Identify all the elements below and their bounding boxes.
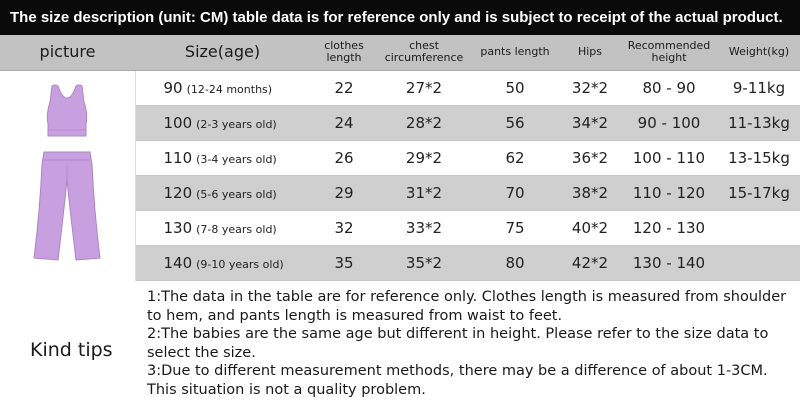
age-range: (5-6 years old) <box>196 187 277 201</box>
clothes-length-cell: 29 <box>310 175 378 210</box>
size-value: 120 <box>163 183 193 202</box>
lavender-outfit-icon <box>28 80 106 270</box>
weight-cell: 9-11kg <box>718 70 800 105</box>
weight-cell <box>718 245 800 280</box>
pants-length-cell: 50 <box>470 70 560 105</box>
clothes-length-cell: 24 <box>310 105 378 140</box>
size-cell <box>135 210 310 245</box>
clothes-length-cell: 32 <box>310 210 378 245</box>
clothes-length-cell: 22 <box>310 70 378 105</box>
header-hips: Hips <box>560 35 620 70</box>
pants-length-cell: 56 <box>470 105 560 140</box>
hips-cell: 34*2 <box>560 105 620 140</box>
size-cell <box>135 175 310 210</box>
header-clothes-length: clothes length <box>310 35 378 70</box>
size-value: 130 <box>163 218 193 237</box>
age-range: (2-3 years old) <box>196 117 277 131</box>
tip-line: 2:The babies are the same age but different in height. Please refer to the size data to select the size. <box>147 326 769 361</box>
header-recommended-height: Recommended height <box>620 35 718 70</box>
hips-cell: 36*2 <box>560 140 620 175</box>
age-range: (12-24 months) <box>186 82 273 96</box>
chest-cell: 29*2 <box>378 140 470 175</box>
age-range: (3-4 years old) <box>196 152 277 166</box>
header-weight: Weight(kg) <box>718 35 800 70</box>
size-value: 140 <box>163 253 193 272</box>
recommended-height-cell: 80 - 90 <box>620 70 718 105</box>
kind-tips-text <box>147 288 797 399</box>
chest-cell: 33*2 <box>378 210 470 245</box>
chest-cell: 31*2 <box>378 175 470 210</box>
recommended-height-cell: 100 - 110 <box>620 140 718 175</box>
clothes-length-cell: 35 <box>310 245 378 280</box>
size-value: 100 <box>163 113 193 132</box>
clothes-length-cell: 26 <box>310 140 378 175</box>
table-header-row <box>0 35 800 70</box>
weight-cell: 15-17kg <box>718 175 800 210</box>
header-pants-length: pants length <box>470 35 560 70</box>
recommended-height-cell: 90 - 100 <box>620 105 718 140</box>
recommended-height-cell: 110 - 120 <box>620 175 718 210</box>
tip-line: 3:Due to different measurement methods, there may be a difference of about 1-3CM. This situation is not a quality problem. <box>147 363 768 398</box>
header-chest: chest circumference <box>378 35 470 70</box>
chest-cell: 35*2 <box>378 245 470 280</box>
weight-cell: 13-15kg <box>718 140 800 175</box>
size-chart-table <box>0 35 800 281</box>
recommended-height-cell: 120 - 130 <box>620 210 718 245</box>
hips-cell: 38*2 <box>560 175 620 210</box>
weight-cell <box>718 210 800 245</box>
size-value: 110 <box>163 148 193 167</box>
age-range: (9-10 years old) <box>196 257 284 271</box>
table-row <box>0 70 800 105</box>
size-cell <box>135 140 310 175</box>
kind-tips-section <box>0 283 800 417</box>
chest-cell: 27*2 <box>378 70 470 105</box>
size-cell <box>135 245 310 280</box>
product-picture-cell <box>0 70 135 280</box>
size-description-banner: The size description (unit: CM) table data is for reference only and is subject to receipt of the actual product. <box>0 0 800 35</box>
pants-length-cell: 62 <box>470 140 560 175</box>
header-size: Size(age) <box>135 35 310 70</box>
pants-length-cell: 75 <box>470 210 560 245</box>
size-cell <box>135 70 310 105</box>
weight-cell: 11-13kg <box>718 105 800 140</box>
size-cell <box>135 105 310 140</box>
size-value: 90 <box>163 78 183 97</box>
hips-cell: 32*2 <box>560 70 620 105</box>
age-range: (7-8 years old) <box>196 222 277 236</box>
tip-line: 1:The data in the table are for reference only. Clothes length is measured from shoulder to hem, and pants length is measured from waist to feet. <box>147 289 787 324</box>
hips-cell: 40*2 <box>560 210 620 245</box>
header-picture: picture <box>0 35 135 70</box>
pants-length-cell: 70 <box>470 175 560 210</box>
kind-tips-label: Kind tips <box>30 339 113 361</box>
chest-cell: 28*2 <box>378 105 470 140</box>
pants-length-cell: 80 <box>470 245 560 280</box>
hips-cell: 42*2 <box>560 245 620 280</box>
recommended-height-cell: 130 - 140 <box>620 245 718 280</box>
